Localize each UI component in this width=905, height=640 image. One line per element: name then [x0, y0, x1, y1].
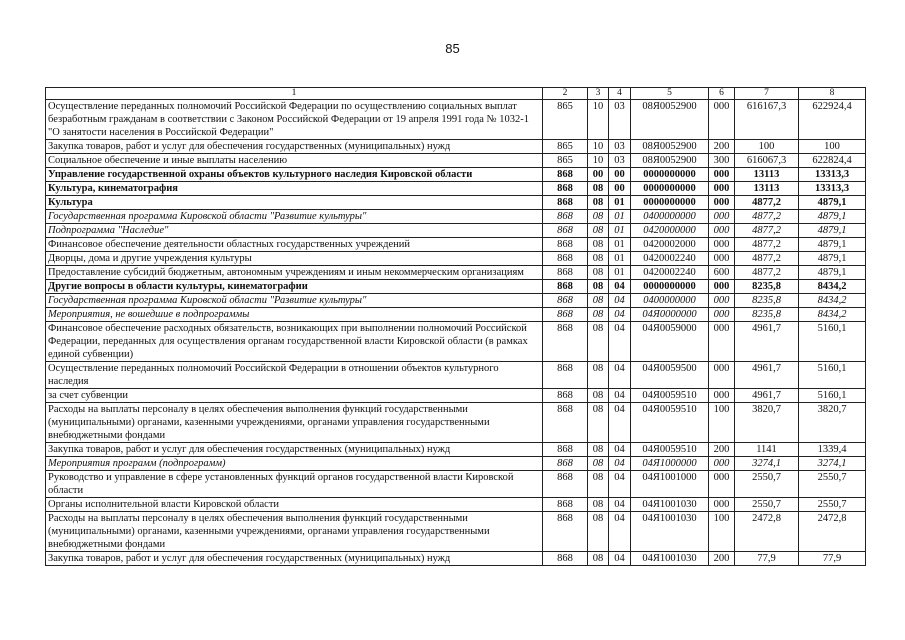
- ministry-code-cell: 868: [543, 498, 588, 512]
- table-row: [46, 403, 866, 443]
- expense-type-cell: 000: [709, 168, 735, 182]
- amount-year2-cell: 3820,7: [799, 403, 866, 443]
- row-name-cell: Государственная программа Кировской области "Развитие культуры": [46, 210, 543, 224]
- amount-year1-cell: 4877,2: [735, 252, 799, 266]
- subsection-code-cell: 04: [609, 322, 631, 362]
- ministry-code-cell: 868: [543, 322, 588, 362]
- amount-year1-cell: 8235,8: [735, 280, 799, 294]
- ministry-code-cell: 868: [543, 308, 588, 322]
- table-row: [46, 168, 866, 182]
- row-name-cell: Дворцы, дома и другие учреждения культуры: [46, 252, 543, 266]
- subsection-code-cell: 04: [609, 362, 631, 389]
- section-code-cell: 08: [588, 443, 609, 457]
- row-name-cell: Мероприятия, не вошедшие в подпрограммы: [46, 308, 543, 322]
- section-code-cell: 08: [588, 252, 609, 266]
- ministry-code-cell: 868: [543, 389, 588, 403]
- subsection-code-cell: 00: [609, 182, 631, 196]
- row-name-cell: Управление государственной охраны объектов культурного наследия Кировской области: [46, 168, 543, 182]
- amount-year1-cell: 4961,7: [735, 389, 799, 403]
- expense-type-cell: 000: [709, 308, 735, 322]
- row-name-cell: Мероприятия программ (подпрограмм): [46, 457, 543, 471]
- amount-year1-cell: 8235,8: [735, 308, 799, 322]
- row-name-cell: Органы исполнительной власти Кировской области: [46, 498, 543, 512]
- amount-year2-cell: 5160,1: [799, 322, 866, 362]
- target-article-cell: 04Я1001000: [631, 471, 709, 498]
- table-row: [46, 252, 866, 266]
- section-code-cell: 08: [588, 471, 609, 498]
- section-code-cell: 08: [588, 294, 609, 308]
- ministry-code-cell: 865: [543, 140, 588, 154]
- amount-year2-cell: 100: [799, 140, 866, 154]
- amount-year1-cell: 2550,7: [735, 471, 799, 498]
- column-header: 4: [609, 88, 631, 100]
- ministry-code-cell: 868: [543, 457, 588, 471]
- amount-year1-cell: 8235,8: [735, 294, 799, 308]
- section-code-cell: 08: [588, 182, 609, 196]
- ministry-code-cell: 868: [543, 403, 588, 443]
- row-name-cell: Закупка товаров, работ и услуг для обеспечения государственных (муниципальных) нужд: [46, 443, 543, 457]
- row-name-cell: Закупка товаров, работ и услуг для обеспечения государственных (муниципальных) нужд: [46, 140, 543, 154]
- section-code-cell: 08: [588, 362, 609, 389]
- column-number-row: [46, 88, 866, 100]
- ministry-code-cell: 868: [543, 252, 588, 266]
- target-article-cell: 0000000000: [631, 168, 709, 182]
- section-code-cell: 08: [588, 389, 609, 403]
- ministry-code-cell: 868: [543, 238, 588, 252]
- amount-year2-cell: 622824,4: [799, 154, 866, 168]
- amount-year1-cell: 4961,7: [735, 362, 799, 389]
- column-header: 2: [543, 88, 588, 100]
- subsection-code-cell: 03: [609, 154, 631, 168]
- amount-year1-cell: 3274,1: [735, 457, 799, 471]
- amount-year1-cell: 1141: [735, 443, 799, 457]
- ministry-code-cell: 865: [543, 100, 588, 140]
- subsection-code-cell: 01: [609, 266, 631, 280]
- table-row: [46, 280, 866, 294]
- amount-year2-cell: 2550,7: [799, 498, 866, 512]
- expense-type-cell: 000: [709, 389, 735, 403]
- ministry-code-cell: 868: [543, 552, 588, 566]
- subsection-code-cell: 04: [609, 512, 631, 552]
- table-row: [46, 210, 866, 224]
- amount-year2-cell: 8434,2: [799, 294, 866, 308]
- row-name-cell: Финансовое обеспечение деятельности областных государственных учреждений: [46, 238, 543, 252]
- ministry-code-cell: 868: [543, 210, 588, 224]
- expense-type-cell: 100: [709, 512, 735, 552]
- section-code-cell: 08: [588, 308, 609, 322]
- ministry-code-cell: 868: [543, 224, 588, 238]
- row-name-cell: Культура, кинематография: [46, 182, 543, 196]
- ministry-code-cell: 868: [543, 362, 588, 389]
- expense-type-cell: 200: [709, 443, 735, 457]
- table-row: [46, 457, 866, 471]
- amount-year2-cell: 2472,8: [799, 512, 866, 552]
- amount-year2-cell: 13313,3: [799, 168, 866, 182]
- target-article-cell: 0420000000: [631, 224, 709, 238]
- section-code-cell: 08: [588, 196, 609, 210]
- amount-year2-cell: 13313,3: [799, 182, 866, 196]
- amount-year1-cell: 3820,7: [735, 403, 799, 443]
- amount-year2-cell: 1339,4: [799, 443, 866, 457]
- target-article-cell: 0000000000: [631, 182, 709, 196]
- subsection-code-cell: 03: [609, 100, 631, 140]
- amount-year2-cell: 2550,7: [799, 471, 866, 498]
- section-code-cell: 10: [588, 154, 609, 168]
- row-name-cell: Расходы на выплаты персоналу в целях обеспечения выполнения функций государственными (муниципальными) органами, казенными учреждениями, органами управления государственными внебюджетными фондами: [46, 403, 543, 443]
- section-code-cell: 08: [588, 266, 609, 280]
- subsection-code-cell: 04: [609, 443, 631, 457]
- amount-year1-cell: 4877,2: [735, 224, 799, 238]
- target-article-cell: 04Я0000000: [631, 308, 709, 322]
- subsection-code-cell: 00: [609, 168, 631, 182]
- amount-year1-cell: 4961,7: [735, 322, 799, 362]
- target-article-cell: 04Я1001030: [631, 552, 709, 566]
- target-article-cell: 08Я0052900: [631, 100, 709, 140]
- section-code-cell: 10: [588, 140, 609, 154]
- subsection-code-cell: 04: [609, 403, 631, 443]
- expense-type-cell: 000: [709, 210, 735, 224]
- row-name-cell: Расходы на выплаты персоналу в целях обеспечения выполнения функций государственными (муниципальными) органами, казенными учреждениями, органами управления государственными внебюджетными фондами: [46, 512, 543, 552]
- subsection-code-cell: 01: [609, 196, 631, 210]
- column-header: 5: [631, 88, 709, 100]
- table-row: [46, 238, 866, 252]
- budget-table: [45, 87, 866, 566]
- expense-type-cell: 000: [709, 280, 735, 294]
- target-article-cell: 04Я0059500: [631, 362, 709, 389]
- subsection-code-cell: 01: [609, 252, 631, 266]
- amount-year2-cell: 3274,1: [799, 457, 866, 471]
- ministry-code-cell: 868: [543, 471, 588, 498]
- row-name-cell: за счет субвенции: [46, 389, 543, 403]
- target-article-cell: 0400000000: [631, 294, 709, 308]
- target-article-cell: 0420002240: [631, 252, 709, 266]
- ministry-code-cell: 868: [543, 168, 588, 182]
- amount-year1-cell: 4877,2: [735, 210, 799, 224]
- section-code-cell: 08: [588, 238, 609, 252]
- ministry-code-cell: 868: [543, 182, 588, 196]
- target-article-cell: 04Я0059510: [631, 389, 709, 403]
- expense-type-cell: 000: [709, 238, 735, 252]
- amount-year2-cell: 8434,2: [799, 308, 866, 322]
- subsection-code-cell: 01: [609, 210, 631, 224]
- row-name-cell: Финансовое обеспечение расходных обязательств, возникающих при выполнении полномочий Российской Федерации, переданных для осуществления органам государственной власти Кировской области (в рамках единой субвенции): [46, 322, 543, 362]
- expense-type-cell: 000: [709, 294, 735, 308]
- section-code-cell: 08: [588, 498, 609, 512]
- amount-year1-cell: 100: [735, 140, 799, 154]
- amount-year2-cell: 4879,1: [799, 266, 866, 280]
- ministry-code-cell: 868: [543, 196, 588, 210]
- expense-type-cell: 600: [709, 266, 735, 280]
- target-article-cell: 0000000000: [631, 280, 709, 294]
- table-row: [46, 154, 866, 168]
- amount-year1-cell: 616067,3: [735, 154, 799, 168]
- subsection-code-cell: 04: [609, 552, 631, 566]
- column-header: 3: [588, 88, 609, 100]
- section-code-cell: 08: [588, 512, 609, 552]
- section-code-cell: 08: [588, 224, 609, 238]
- amount-year2-cell: 8434,2: [799, 280, 866, 294]
- expense-type-cell: 000: [709, 498, 735, 512]
- expense-type-cell: 000: [709, 362, 735, 389]
- section-code-cell: 08: [588, 552, 609, 566]
- subsection-code-cell: 04: [609, 294, 631, 308]
- ministry-code-cell: 865: [543, 154, 588, 168]
- table-row: [46, 362, 866, 389]
- row-name-cell: Социальное обеспечение и иные выплаты населению: [46, 154, 543, 168]
- table-row: [46, 322, 866, 362]
- target-article-cell: 04Я1001030: [631, 512, 709, 552]
- target-article-cell: 04Я0059510: [631, 403, 709, 443]
- section-code-cell: 08: [588, 280, 609, 294]
- subsection-code-cell: 04: [609, 498, 631, 512]
- expense-type-cell: 000: [709, 224, 735, 238]
- column-header: 8: [799, 88, 866, 100]
- section-code-cell: 08: [588, 322, 609, 362]
- subsection-code-cell: 04: [609, 457, 631, 471]
- column-header: 7: [735, 88, 799, 100]
- table-row: [46, 182, 866, 196]
- ministry-code-cell: 868: [543, 443, 588, 457]
- section-code-cell: 08: [588, 403, 609, 443]
- amount-year1-cell: 616167,3: [735, 100, 799, 140]
- expense-type-cell: 200: [709, 552, 735, 566]
- table-row: [46, 308, 866, 322]
- amount-year2-cell: 622924,4: [799, 100, 866, 140]
- column-header: 6: [709, 88, 735, 100]
- amount-year2-cell: 5160,1: [799, 362, 866, 389]
- expense-type-cell: 000: [709, 100, 735, 140]
- amount-year2-cell: 4879,1: [799, 210, 866, 224]
- expense-type-cell: 300: [709, 154, 735, 168]
- subsection-code-cell: 01: [609, 238, 631, 252]
- table-row: [46, 471, 866, 498]
- row-name-cell: Осуществление переданных полномочий Российской Федерации по осуществлению социальных выплат безработным гражданам в соответствии с Законом Российской Федерации от 19 апреля 1991 года № 1032-1 "О занятости населения в Российской Федерации": [46, 100, 543, 140]
- section-code-cell: 00: [588, 168, 609, 182]
- column-header: 1: [46, 88, 543, 100]
- amount-year1-cell: 4877,2: [735, 196, 799, 210]
- target-article-cell: 04Я0059000: [631, 322, 709, 362]
- table-row: [46, 552, 866, 566]
- row-name-cell: Руководство и управление в сфере установленных функций органов государственной власти Кировской области: [46, 471, 543, 498]
- expense-type-cell: 100: [709, 403, 735, 443]
- target-article-cell: 0420002240: [631, 266, 709, 280]
- row-name-cell: Закупка товаров, работ и услуг для обеспечения государственных (муниципальных) нужд: [46, 552, 543, 566]
- amount-year2-cell: 77,9: [799, 552, 866, 566]
- amount-year1-cell: 2472,8: [735, 512, 799, 552]
- amount-year1-cell: 13113: [735, 182, 799, 196]
- table-body: [46, 100, 866, 566]
- amount-year2-cell: 5160,1: [799, 389, 866, 403]
- ministry-code-cell: 868: [543, 512, 588, 552]
- row-name-cell: Предоставление субсидий бюджетным, автономным учреждениям и иным некоммерческим организациям: [46, 266, 543, 280]
- expense-type-cell: 000: [709, 471, 735, 498]
- amount-year1-cell: 4877,2: [735, 238, 799, 252]
- page-number: 85: [445, 41, 460, 56]
- expense-type-cell: 000: [709, 252, 735, 266]
- amount-year2-cell: 4879,1: [799, 252, 866, 266]
- expense-type-cell: 000: [709, 322, 735, 362]
- subsection-code-cell: 01: [609, 224, 631, 238]
- row-name-cell: Другие вопросы в области культуры, кинематографии: [46, 280, 543, 294]
- table-row: [46, 389, 866, 403]
- table-row: [46, 100, 866, 140]
- amount-year2-cell: 4879,1: [799, 238, 866, 252]
- amount-year2-cell: 4879,1: [799, 224, 866, 238]
- table-row: [46, 294, 866, 308]
- target-article-cell: 08Я0052900: [631, 140, 709, 154]
- section-code-cell: 08: [588, 457, 609, 471]
- table-row: [46, 498, 866, 512]
- expense-type-cell: 000: [709, 457, 735, 471]
- target-article-cell: 0420002000: [631, 238, 709, 252]
- table-row: [46, 196, 866, 210]
- amount-year1-cell: 4877,2: [735, 266, 799, 280]
- table-row: [46, 224, 866, 238]
- table-row: [46, 140, 866, 154]
- amount-year1-cell: 13113: [735, 168, 799, 182]
- subsection-code-cell: 03: [609, 140, 631, 154]
- target-article-cell: 0000000000: [631, 196, 709, 210]
- subsection-code-cell: 04: [609, 280, 631, 294]
- subsection-code-cell: 04: [609, 308, 631, 322]
- target-article-cell: 04Я1001030: [631, 498, 709, 512]
- target-article-cell: 08Я0052900: [631, 154, 709, 168]
- ministry-code-cell: 868: [543, 266, 588, 280]
- expense-type-cell: 000: [709, 182, 735, 196]
- row-name-cell: Культура: [46, 196, 543, 210]
- table-row: [46, 266, 866, 280]
- amount-year2-cell: 4879,1: [799, 196, 866, 210]
- amount-year1-cell: 2550,7: [735, 498, 799, 512]
- section-code-cell: 10: [588, 100, 609, 140]
- subsection-code-cell: 04: [609, 389, 631, 403]
- target-article-cell: 0400000000: [631, 210, 709, 224]
- expense-type-cell: 000: [709, 196, 735, 210]
- row-name-cell: Осуществление переданных полномочий Российской Федерации в отношении объектов культурного наследия: [46, 362, 543, 389]
- amount-year1-cell: 77,9: [735, 552, 799, 566]
- target-article-cell: 04Я0059510: [631, 443, 709, 457]
- row-name-cell: Подпрограмма "Наследие": [46, 224, 543, 238]
- table-row: [46, 443, 866, 457]
- ministry-code-cell: 868: [543, 280, 588, 294]
- expense-type-cell: 200: [709, 140, 735, 154]
- section-code-cell: 08: [588, 210, 609, 224]
- row-name-cell: Государственная программа Кировской области "Развитие культуры": [46, 294, 543, 308]
- subsection-code-cell: 04: [609, 471, 631, 498]
- table-row: [46, 512, 866, 552]
- ministry-code-cell: 868: [543, 294, 588, 308]
- target-article-cell: 04Я1000000: [631, 457, 709, 471]
